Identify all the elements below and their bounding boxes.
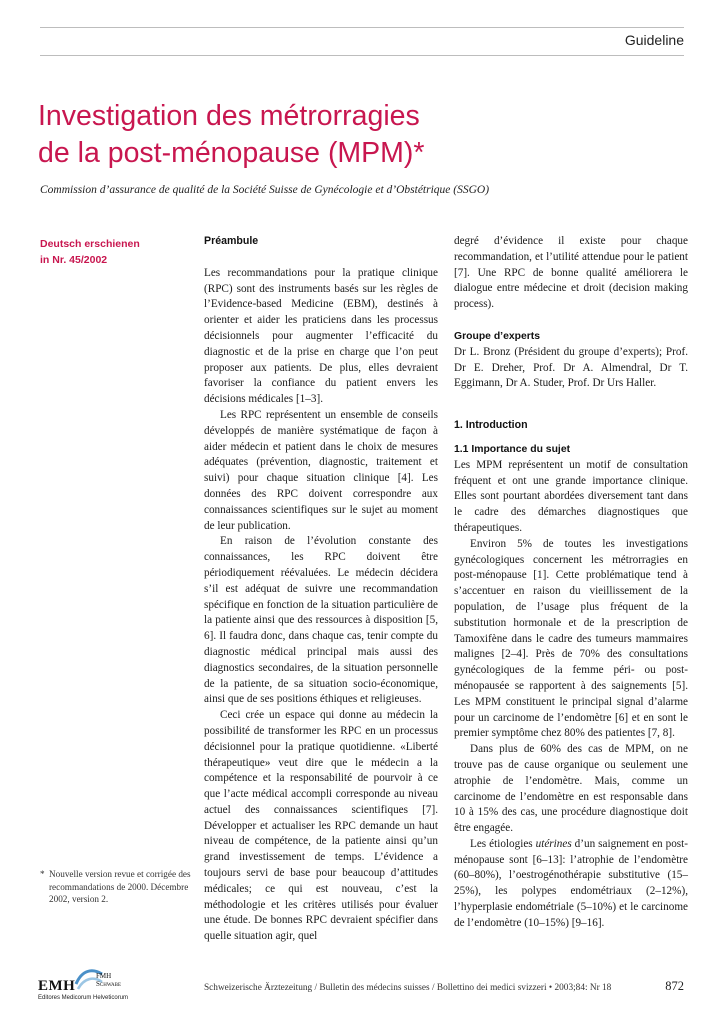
preamble-paragraph-1: Les recommandations pour la pratique clinique (RPC) sont des instruments basés sur les règles de l’Evidence-based Medicine (EBM), destinés à orienter et aider les praticiens dans les processus décisionnels pour augmenter l’efficacité du diagnostic et de la prise en charge que l’on peut proposer aux patients. De plus, elles devraient favoriser la confiance du patient envers les décisions médicales [1–3]. <box>204 266 438 406</box>
subsection-heading: 1.1 Importance du sujet <box>454 443 571 455</box>
section-label: Guideline <box>624 32 684 48</box>
sidenote-line-2: in Nr. 45/2002 <box>40 254 108 266</box>
title-line-2: de la post-ménopause (MPM)* <box>38 137 425 169</box>
sidenote-line-1: Deutsch erschienen <box>40 238 140 250</box>
footnote-text: Nouvelle version revue et corrigée des recommandations de 2000. Décembre 2002, version 2. <box>49 869 191 904</box>
intro-paragraph-3: Dans plus de 60% des cas de MPM, on ne trouve pas de cause organique ou seulement une atrophie de l’endomètre. Mais, comme un carcinome de l’endomètre en est responsable dans 10 à 15% des cas, une procédure diagnostique doit être engagée. <box>454 743 688 835</box>
footer-citation: Schweizerische Ärztezeitung / Bulletin des médecins suisses / Bollettino dei medici svizzeri • 2003;84: Nr 18 <box>204 983 612 993</box>
logo-emh: EMH <box>38 978 76 994</box>
article-subtitle: Commission d’assurance de qualité de la Société Suisse de Gynécologie et d’Obstétrique (SSGO) <box>40 184 490 196</box>
introduction-heading: 1. Introduction <box>454 419 528 432</box>
preamble-paragraph-2: Les RPC représentent un ensemble de conseils développés de manière systématique de façon à aider médecin et patient dans le choix de mesures adéquates (prévention, diagnostic, traitement et suivi) pour chaque situation clinique [4]. Les données des RPC doivent correspondre aux connaissances scientifiques sur le sujet au moment de leur publication. <box>204 408 438 532</box>
preamble-heading: Préambule <box>204 235 259 247</box>
emphasis-uterines: utérines <box>535 837 572 850</box>
top-rule <box>40 27 684 28</box>
column-1 <box>204 234 438 945</box>
preamble-continuation: degré d’évidence il existe pour chaque recommandation, et l’utilité attendue pour le patient [7]. Une RPC de bonne qualité améliorera le dialogue entre médecine et droit (decision making process). <box>454 235 688 311</box>
article-title <box>38 98 688 172</box>
intro-paragraph-4: Les étiologies utérines d’un saignement en post-ménopause sont [6–13]: l’atrophie de l’endomètre (60–80%), l’oestrogénothérapie substitutive (15–25%), les polypes endométriaux (2–12%), l’hyperplasie endométriale (5–10%) et le carcinome de l’endomètre (10–15%) [9–16]. <box>454 837 688 929</box>
logo-fmh: FMH Schwabe <box>96 972 122 988</box>
intro-paragraph-2: Environ 5% de toutes les investigations gynécologiques concernent les métrorragies en post-ménopause [1]. Cette problématique tend à s’accentuer en raison du vieillissement de la population, de l’usage plus fréquent de la substitution hormonale et de la prescription de Tamoxifène dans le cadre des tumeurs mammaires malignes [2–4]. Près de 70% des consultations gynécologiques de la femme péri- ou post-ménopausée se rapportent à des saignements [5]. Les MPM constituent le principal signal d’alarme pour un carcinome de l’endomètre [6] et en sont le premier symptôme chez 80% des patientes [7, 8]. <box>454 537 688 740</box>
footnote-mark: * <box>40 869 45 879</box>
logo-editors: Editores Medicorum Helveticorum <box>38 995 129 1001</box>
footnote <box>40 868 195 906</box>
experts-heading: Groupe d’experts <box>454 330 541 342</box>
header-rule <box>40 55 684 56</box>
column-2 <box>454 234 688 932</box>
page-number: 872 <box>665 979 684 993</box>
preamble-paragraph-4: Ceci crée un espace qui donne au médecin la possibilité de transformer les RPC en un processus décisionnel pour la pratique quotidienne. «Liberté thérapeutique» veut dire que le médecin a la compétence et la responsabilité de pourvoir à ce que l’acte médical accompli corresponde au niveau actuel des connaissances scientifiques [7]. Développer et actualiser les RPC demande un haut niveau de compétence, de la patiente ainsi qu’un grand investissement de temps. L’évidence a toujours servi de base pour beaucoup d’attitudes médicales; ce qui est nouveau, c’est la méthodologie et les critères utilisés pour évaluer une étude. De bonnes RPC devraient spécifier dans quelle situation agir, quel <box>204 709 438 943</box>
preamble-paragraph-3: En raison de l’évolution constante des connaissances, les RPC doivent être périodiquement réévaluées. Le médecin décidera s’il est adéquat de suivre une recommandation spécifique en fonction de la situation particulière de la patiente ainsi que des ressources à disposition [5, 6]. Il faudra donc, dans chaque cas, tenir compte du diagnostic médical principal mais aussi des diagnostics secondaires, de la situation personnelle de la patiente, de sa situation socio-économique, ainsi que de ses positions éthiques et religieuses. <box>204 535 438 706</box>
sidenote <box>40 236 180 268</box>
title-line-1: Investigation des métrorragies <box>38 100 420 132</box>
experts-text: Dr L. Bronz (Président du groupe d’experts); Prof. Dr E. Dreher, Prof. Dr A. Almendral, Dr T. Eggimann, Dr A. Studer, Prof. Dr Urs Haller. <box>454 345 688 390</box>
intro-paragraph-1: Les MPM représentent un motif de consultation fréquent et ont une grande importance clinique. Elles sont pourtant abordées diversement tant dans le cadre des démarches diagnostiques que thérapeutiques. <box>454 458 688 534</box>
publisher-logo <box>38 962 138 1004</box>
